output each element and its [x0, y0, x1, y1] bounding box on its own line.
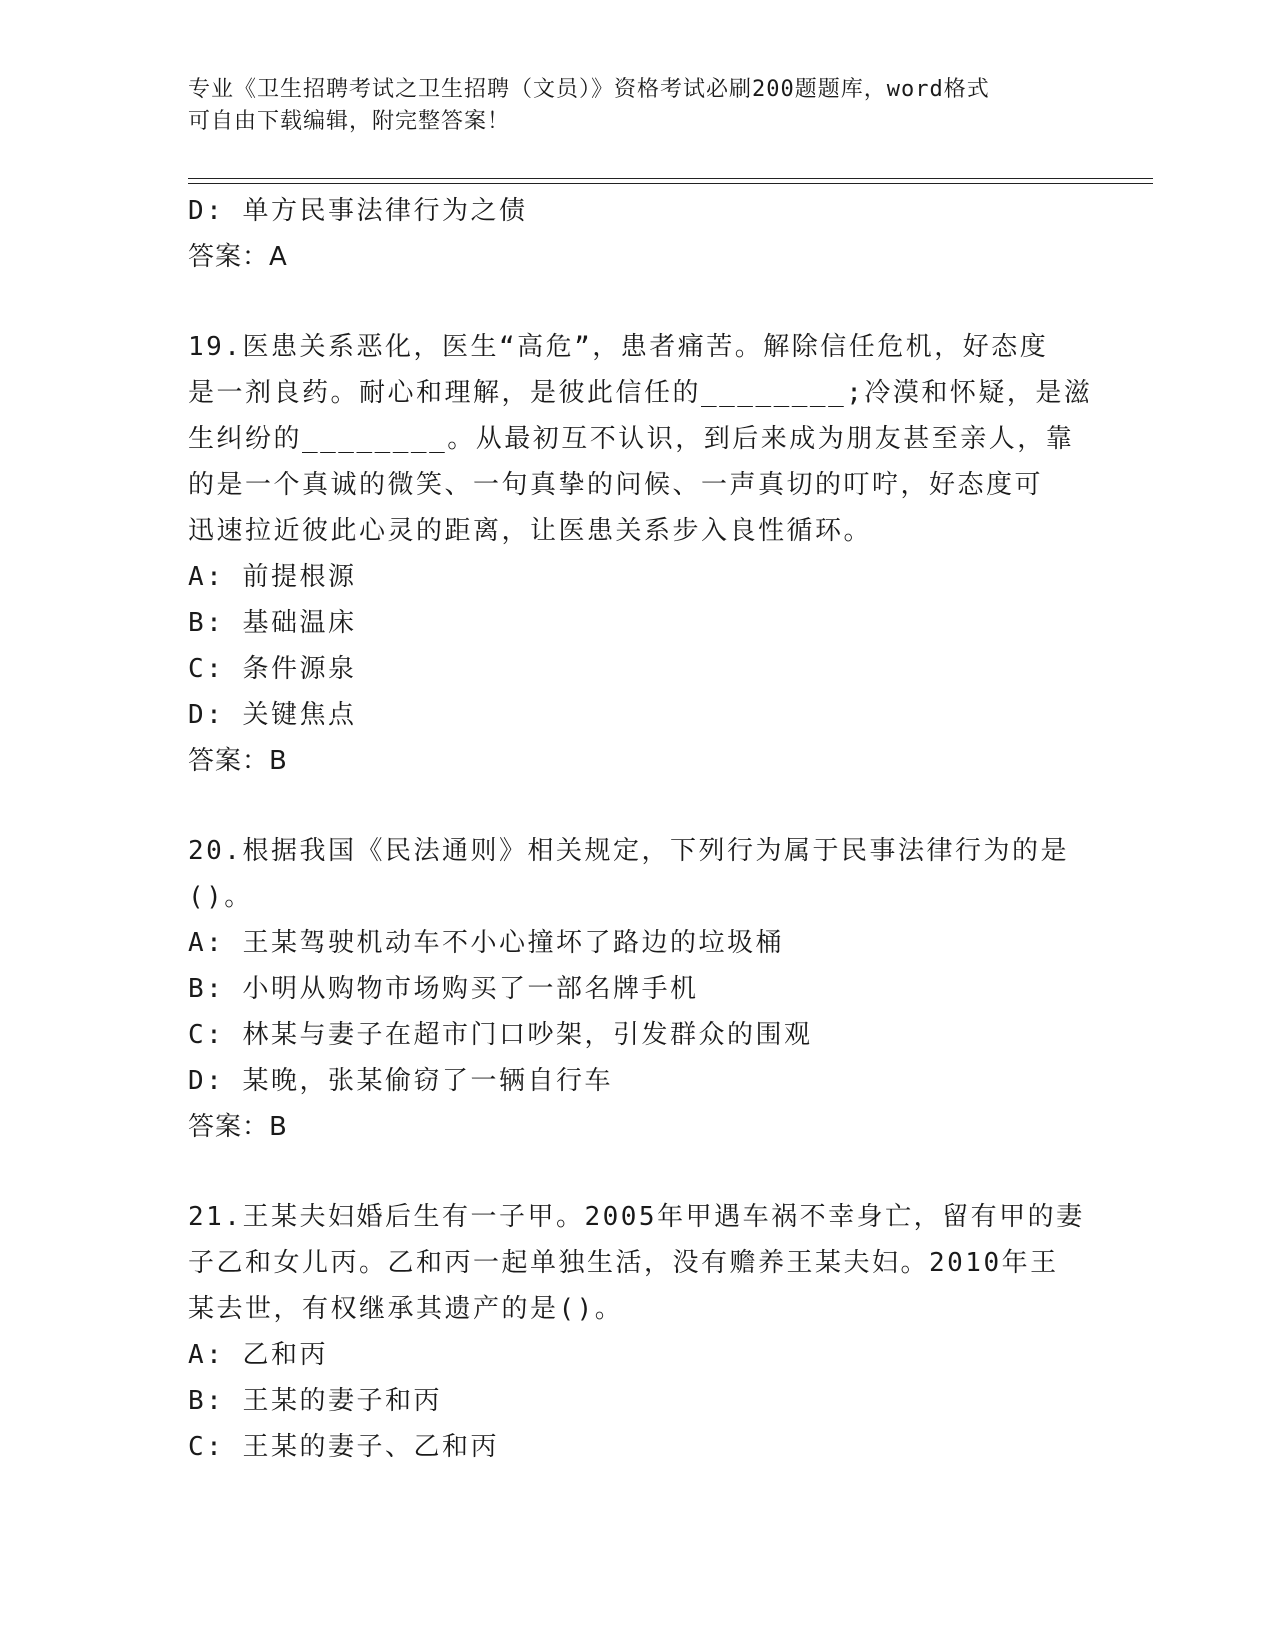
question-stem-line: ()。	[188, 882, 253, 912]
header-line-1: 专业《卫生招聘考试之卫生招聘（文员）》资格考试必刷200题题库，word格式	[188, 77, 990, 102]
answer-line: 答案：B	[188, 1112, 288, 1142]
option-d: D: 某晚，张某偷窃了一辆自行车	[188, 1066, 613, 1096]
question-stem-line: 19.医患关系恶化，医生“高危”，患者痛苦。解除信任危机，好态度	[188, 332, 1049, 362]
option-c: C: 林某与妻子在超市门口吵架，引发群众的围观	[188, 1020, 813, 1050]
question-stem-line: 某去世，有权继承其遗产的是()。	[188, 1294, 624, 1324]
header-divider-bottom	[188, 183, 1153, 184]
option-b: B: 小明从购物市场购买了一部名牌手机	[188, 974, 699, 1004]
question-19	[188, 324, 1093, 784]
question-21	[188, 1194, 1088, 1470]
option-b: B: 王某的妻子和丙	[188, 1386, 442, 1416]
option-b: B: 基础温床	[188, 608, 357, 638]
question-stem-line: 的是一个真诚的微笑、一句真挚的问候、一声真切的叮咛，好态度可	[188, 470, 1044, 500]
option-a: A: 王某驾驶机动车不小心撞坏了路边的垃圾桶	[188, 928, 784, 958]
spacer	[188, 784, 1088, 828]
page-header	[188, 74, 1088, 138]
question-stem-line: 20.根据我国《民法通则》相关规定，下列行为属于民事法律行为的是	[188, 836, 1069, 866]
spacer	[188, 280, 1088, 324]
option-d: D: 单方民事法律行为之债	[188, 196, 528, 226]
question-20	[188, 828, 1088, 1150]
question-stem-line: 是一剂良药。耐心和理解，是彼此信任的________;冷漠和怀疑，是滋	[188, 378, 1093, 408]
option-a: A: 前提根源	[188, 562, 357, 592]
option-c: C: 王某的妻子、乙和丙	[188, 1432, 499, 1462]
option-a: A: 乙和丙	[188, 1340, 328, 1370]
option-c: C: 条件源泉	[188, 654, 357, 684]
document-body	[188, 188, 1093, 1470]
header-line-2: 可自由下载编辑，附完整答案！	[188, 109, 511, 134]
question-stem-line: 迅速拉近彼此心灵的距离，让医患关系步入良性循环。	[188, 516, 873, 546]
spacer	[188, 1150, 1088, 1194]
question-18-tail	[188, 188, 1088, 280]
answer-line: 答案：B	[188, 746, 288, 776]
option-d: D: 关键焦点	[188, 700, 357, 730]
question-stem-line: 21.王某夫妇婚后生有一子甲。2005年甲遇车祸不幸身亡，留有甲的妻	[188, 1202, 1085, 1232]
answer-line: 答案：A	[188, 242, 288, 272]
question-stem-line: 生纠纷的________。从最初互不认识，到后来成为朋友甚至亲人，靠	[188, 424, 1075, 454]
question-stem-line: 子乙和女儿丙。乙和丙一起单独生活，没有赡养王某夫妇。2010年王	[188, 1248, 1059, 1278]
header-divider-top	[188, 178, 1153, 179]
